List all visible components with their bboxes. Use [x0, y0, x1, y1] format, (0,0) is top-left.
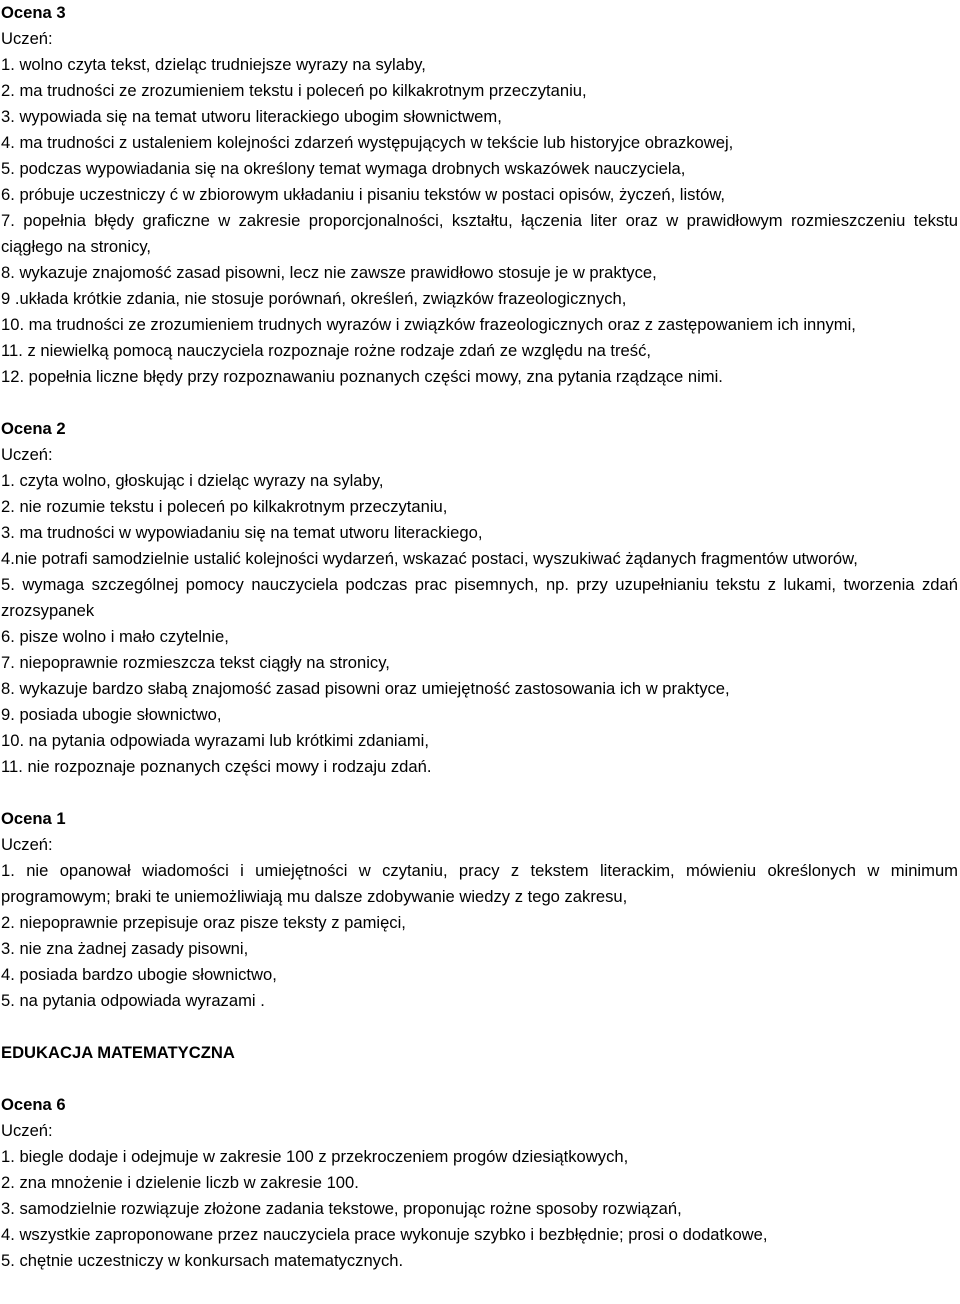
section-heading: Ocena 2	[1, 419, 66, 438]
list-item: 6. próbuje uczestniczy ć w zbiorowym układaniu i pisaniu tekstów w postaci opisów, życzeń, listów,	[1, 185, 725, 204]
list-item: 5. podczas wypowiadania się na określony temat wymaga drobnych wskazówek nauczyciela,	[1, 159, 686, 178]
list-item: 3. nie zna żadnej zasady pisowni,	[1, 939, 249, 958]
section-spacer	[1, 390, 958, 416]
list-item: 12. popełnia liczne błędy przy rozpoznawaniu poznanych części mowy, zna pytania rządzące nimi.	[1, 367, 723, 386]
list-item: 3. ma trudności w wypowiadaniu się na temat utworu literackiego,	[1, 523, 483, 542]
list-item: 2. niepoprawnie przepisuje oraz pisze teksty z pamięci,	[1, 913, 406, 932]
list-item: 2. ma trudności ze zrozumieniem tekstu i poleceń po kilkakrotnym przeczytaniu,	[1, 81, 587, 100]
list-item: 11. nie rozpoznaje poznanych części mowy i rodzaju zdań.	[1, 757, 432, 776]
list-item: 4. ma trudności z ustaleniem kolejności zdarzeń występujących w tekście lub historyjce obrazkowej,	[1, 133, 734, 152]
list-item: 3. samodzielnie rozwiązuje złożone zadania tekstowe, proponując rożne sposoby rozwiązań,	[1, 1199, 682, 1218]
list-item: 4. wszystkie zaproponowane przez nauczyciela prace wykonuje szybko i bezbłędnie; prosi o dodatkowe,	[1, 1225, 768, 1244]
list-item: 10. ma trudności ze zrozumieniem trudnych wyrazów i związków frazeologicznych oraz z zastępowaniem ich innymi,	[1, 315, 856, 334]
section-spacer	[1, 780, 958, 806]
student-label: Uczeń:	[1, 29, 53, 48]
list-item: 1. czyta wolno, głoskując i dzieląc wyrazy na sylaby,	[1, 471, 384, 490]
grade-section-1	[1, 806, 958, 1014]
list-item: 8. wykazuje znajomość zasad pisowni, lecz nie zawsze prawidłowo stosuje je w praktyce,	[1, 263, 657, 282]
list-item: 9 .układa krótkie zdania, nie stosuje porównań, określeń, związków frazeologicznych,	[1, 289, 627, 308]
list-item: 7. popełnia błędy graficzne w zakresie proporcjonalności, kształtu, łączenia liter oraz w prawidłowym rozmieszczeniu tekstu ciągłego na stronicy,	[1, 211, 958, 256]
list-item: 7. niepoprawnie rozmieszcza tekst ciągły na stronicy,	[1, 653, 390, 672]
grade-section-3	[1, 0, 958, 390]
list-item: 11. z niewielką pomocą nauczyciela rozpoznaje rożne rodzaje zdań ze względu na treść,	[1, 341, 651, 360]
list-item: 1. nie opanował wiadomości i umiejętności w czytaniu, pracy z tekstem literackim, mówieniu określonych w minimum programowym; braki te uniemożliwiają mu dalsze zdobywanie wiedzy z tego zakresu,	[1, 861, 958, 906]
list-item: 5. chętnie uczestniczy w konkursach matematycznych.	[1, 1251, 404, 1270]
grade-section-6	[1, 1092, 958, 1274]
list-item: 5. wymaga szczególnej pomocy nauczyciela podczas prac pisemnych, np. przy uzupełnianiu tekstu z lukami, tworzenia zdań zrozsypanek	[1, 575, 958, 620]
student-label: Uczeń:	[1, 835, 53, 854]
list-item: 1. biegle dodaje i odejmuje w zakresie 100 z przekroczeniem progów dziesiątkowych,	[1, 1147, 629, 1166]
student-label: Uczeń:	[1, 1121, 53, 1140]
section-heading: Ocena 3	[1, 3, 66, 22]
list-item: 8. wykazuje bardzo słabą znajomość zasad pisowni oraz umiejętność zastosowania ich w praktyce,	[1, 679, 730, 698]
list-item: 10. na pytania odpowiada wyrazami lub krótkimi zdaniami,	[1, 731, 429, 750]
list-item: 9. posiada ubogie słownictwo,	[1, 705, 222, 724]
section-spacer	[1, 1066, 958, 1092]
section-spacer	[1, 1014, 958, 1040]
subject-heading: EDUKACJA MATEMATYCZNA	[1, 1043, 235, 1062]
list-item: 3. wypowiada się na temat utworu literackiego ubogim słownictwem,	[1, 107, 502, 126]
list-item: 5. na pytania odpowiada wyrazami .	[1, 991, 265, 1010]
list-item: 2. zna mnożenie i dzielenie liczb w zakresie 100.	[1, 1173, 359, 1192]
student-label: Uczeń:	[1, 445, 53, 464]
list-item: 2. nie rozumie tekstu i poleceń po kilkakrotnym przeczytaniu,	[1, 497, 448, 516]
list-item: 4. posiada bardzo ubogie słownictwo,	[1, 965, 277, 984]
list-item: 6. pisze wolno i mało czytelnie,	[1, 627, 229, 646]
list-item: 4.nie potrafi samodzielnie ustalić kolejności wydarzeń, wskazać postaci, wyszukiwać żądanych fragmentów utworów,	[1, 549, 858, 568]
section-heading: Ocena 6	[1, 1095, 66, 1114]
grade-section-2	[1, 416, 958, 780]
list-item: 1. wolno czyta tekst, dzieląc trudniejsze wyrazy na sylaby,	[1, 55, 426, 74]
section-heading: Ocena 1	[1, 809, 66, 828]
